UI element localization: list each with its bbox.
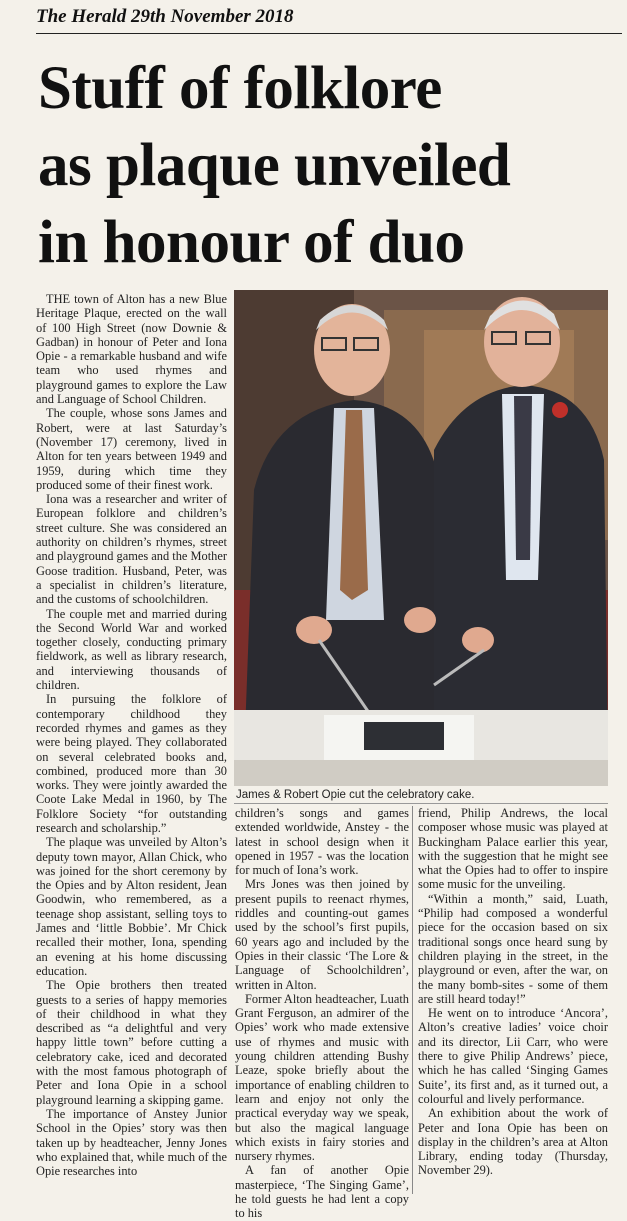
- article-column-1: [36, 292, 227, 1192]
- paragraph: The importance of Anstey Junior School in the Opies’ story was then taken up by headteacher, Jenny Jones who explained that, while much of the Opie researches into: [36, 1106, 227, 1179]
- article-column-2: [235, 806, 409, 1221]
- photo-illustration: [234, 290, 608, 786]
- article-column-3: [418, 806, 608, 1196]
- paragraph: Mrs Jones was then joined by present pupils to reenact rhymes, riddles and counting-out games used by the school’s first pupils, 60 years ago and included by the Opies in their classic ‘The Lore & Language of Schoolchildren’, written in Alton.: [235, 877, 409, 992]
- article-photo: [234, 290, 608, 786]
- caption-rule: [234, 803, 608, 804]
- paragraph: friend, Philip Andrews, the local composer whose music was played at Buckingham Palace earlier this year, with the suggestion that he might see what the Opies had to offer to inspire some music for the unveiling.: [418, 806, 608, 892]
- paragraph: The couple, whose sons James and Robert, were at last Saturday’s (November 17) ceremony, lived in Alton for ten years between 1949 and 1959, during which time they produced some of their finest work.: [36, 406, 227, 492]
- headline-line-3: in honour of duo: [38, 209, 465, 276]
- paragraph: An exhibition about the work of Peter and Iona Opie has been on display in the children’s area at Alton Library, ending today (Thursday, November 29).: [418, 1106, 608, 1178]
- paragraph: A fan of another Opie masterpiece, ‘The Singing Game’, he told guests he had lent a copy to his: [235, 1163, 409, 1221]
- paragraph: In pursuing the folklore of contemporary childhood they recorded rhymes and games as they were being played. They collaborated on several celebrated books and, combined, produced more than 30 works. They were jointly awarded the Coote Lake Medal in 1960, by The Folklore Society “for outstanding research and scholarship.”: [36, 692, 227, 835]
- paragraph: The Opie brothers then treated guests to a series of happy memories of their childhood in what they described as “a delightful and very happy little town” before cutting a celebratory cake, iced and decorated with the most famous photograph of Peter and Iona Opie in a school playground learning a skipping game.: [36, 978, 227, 1107]
- paragraph: Former Alton headteacher, Luath Grant Ferguson, an admirer of the Opies’ work who made extensive use of rhymes and music with young children attending Bushy Leaze, spoke briefly about the importance of enabling children to learn and enjoy not only the practical everyday way we speak, but also the magical language which exists in fairy stories and nursery rhymes.: [235, 991, 409, 1164]
- masthead-rule: [36, 33, 622, 34]
- masthead: The Herald 29th November 2018: [36, 6, 294, 27]
- headline: [38, 50, 622, 281]
- paragraph: THE town of Alton has a new Blue Heritage Plaque, erected on the wall of 100 High Street (now Downie & Gadban) in honour of Peter and Iona Opie - a remarkable husband and wife team who used rhymes and playground games to explore the Law and Language of School Children.: [36, 292, 227, 407]
- paragraph: children’s songs and games extended worldwide, Anstey - the latest in school design when it opened in 1957 - was the location for much of Iona’s work.: [235, 806, 409, 878]
- photo-caption: James & Robert Opie cut the celebratory cake.: [236, 789, 475, 801]
- paragraph: The couple met and married during the Second World War and worked together closely, conducting primary fieldwork, as well as library research, and interviewing thousands of children.: [36, 606, 227, 693]
- paragraph: “Within a month,” said, Luath, “Philip had composed a wonderful piece for the occasion based on six traditional songs once heard sung by children playing in the street, in the playground or even, after the war, on the many bomb-sites - some of them are still heard today!”: [418, 891, 608, 1006]
- column-divider: [412, 806, 413, 1194]
- headline-line-1: Stuff of folklore: [38, 55, 442, 122]
- paragraph: He went on to introduce ‘Ancora’, Alton’s creative ladies’ voice choir and its director, Lii Carr, who were there to give Philip Andrews’ piece, which he has called ‘Singing Games Suite’, its first and, as it turned out, a colourful and lively performance.: [418, 1006, 608, 1106]
- paragraph: The plaque was unveiled by Alton’s deputy town mayor, Allan Chick, who was joined for the short ceremony by the Opies and by Alton resident, Jean Goodwin, who remembered, as a teenage shop assistant, selling toys to James and ‘little Bobbie’. Mr Chick recalled their mother, Iona, spending an evening at his home discussing education.: [36, 835, 227, 978]
- headline-line-2: as plaque unveiled: [38, 132, 511, 199]
- paragraph: Iona was a researcher and writer of European folklore and children’s street culture. She was considered an authority on children’s rhymes, street and playground games and the Mother Goose tradition. Husband, Peter, was a specialist in children’s literature, and the customs of schoolchildren.: [36, 492, 227, 607]
